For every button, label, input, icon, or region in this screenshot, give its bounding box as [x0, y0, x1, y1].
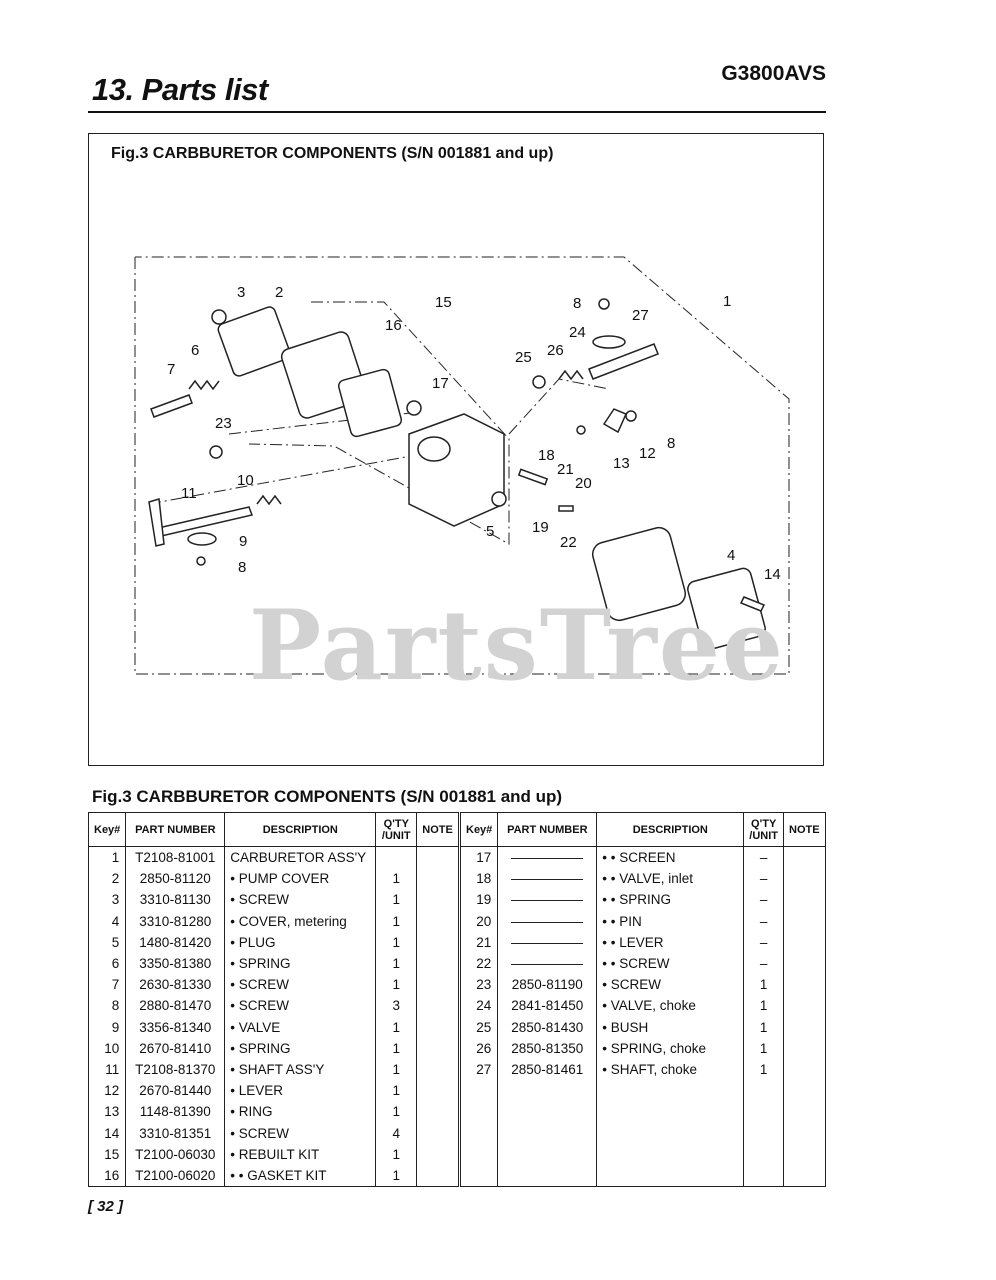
- callout-label: 11: [181, 485, 197, 502]
- description-cell: • • SCREW: [597, 953, 744, 974]
- part-number-cell: [498, 1080, 597, 1101]
- key-cell: [461, 1080, 498, 1101]
- table-caption: Fig.3 CARBBURETOR COMPONENTS (S/N 001881 and up): [92, 787, 563, 806]
- key-cell: [461, 1123, 498, 1144]
- qty-cell: –: [744, 953, 784, 974]
- qty-cell: 1: [376, 953, 417, 974]
- header-key: Key#: [461, 813, 498, 847]
- description-cell: • VALVE: [225, 1017, 376, 1038]
- no-part-number-line: [511, 858, 583, 859]
- watermark-text: PartsTree: [249, 589, 785, 702]
- header-qty: Q'TY /UNIT: [376, 813, 417, 847]
- key-cell: [461, 1101, 498, 1122]
- part-number-cell: [498, 1165, 597, 1187]
- callout-label: 24: [569, 324, 586, 341]
- note-cell: [784, 1080, 826, 1101]
- description-cell: [597, 1101, 744, 1122]
- header-note: NOTE: [784, 813, 826, 847]
- screw-part: [212, 310, 226, 324]
- key-cell: 7: [89, 974, 126, 995]
- part-number-cell: [498, 911, 597, 932]
- part-number-cell: [498, 1123, 597, 1144]
- part-number-cell: 1148-81390: [126, 1101, 225, 1122]
- description-cell: • BUSH: [597, 1017, 744, 1038]
- description-cell: • SPRING: [225, 1038, 376, 1059]
- note-cell: [417, 974, 459, 995]
- note-cell: [784, 911, 826, 932]
- carburetor-body-part: [409, 414, 504, 526]
- callout-label: 3: [237, 284, 246, 301]
- table-row: [89, 932, 459, 953]
- callout-label: 12: [639, 445, 656, 462]
- qty-cell: 4: [376, 1123, 417, 1144]
- description-cell: • COVER, metering: [225, 911, 376, 932]
- part-number-cell: [498, 889, 597, 910]
- note-cell: [417, 1165, 459, 1187]
- part-number-cell: [498, 932, 597, 953]
- part-number-cell: [498, 847, 597, 869]
- key-cell: 20: [461, 911, 498, 932]
- key-cell: 14: [89, 1123, 126, 1144]
- qty-cell: –: [744, 847, 784, 869]
- callout-label: 21: [557, 461, 574, 478]
- table-row: [89, 995, 459, 1016]
- note-cell: [417, 1038, 459, 1059]
- note-cell: [784, 847, 826, 869]
- table-row: [89, 889, 459, 910]
- ring-part: [577, 426, 585, 434]
- part-number-cell: 2670-81410: [126, 1038, 225, 1059]
- note-cell: [784, 1101, 826, 1122]
- title-divider: [88, 111, 826, 113]
- callout-label: 4: [727, 547, 736, 564]
- description-cell: • SPRING, choke: [597, 1038, 744, 1059]
- part-number-cell: T2100-06020: [126, 1165, 225, 1187]
- key-cell: 22: [461, 953, 498, 974]
- key-cell: 3: [89, 889, 126, 910]
- key-cell: 11: [89, 1059, 126, 1080]
- key-cell: 26: [461, 1038, 498, 1059]
- parts-table-right: [460, 812, 826, 1187]
- key-cell: 2: [89, 868, 126, 889]
- key-cell: 1: [89, 847, 126, 869]
- part-number-cell: 2850-81430: [498, 1017, 597, 1038]
- part-number-cell: T2100-06030: [126, 1144, 225, 1165]
- lever-part: [604, 409, 626, 432]
- key-cell: 10: [89, 1038, 126, 1059]
- qty-cell: 1: [376, 889, 417, 910]
- parts-table-left: [88, 812, 459, 1187]
- callout-label: 25: [515, 349, 532, 366]
- table-row: [461, 868, 826, 889]
- valve-part: [188, 533, 216, 545]
- table-row: [461, 974, 826, 995]
- description-cell: • VALVE, choke: [597, 995, 744, 1016]
- table-row: [461, 1144, 826, 1165]
- part-number-cell: 2850-81461: [498, 1059, 597, 1080]
- qty-cell: 1: [744, 995, 784, 1016]
- table-row: [89, 847, 459, 869]
- qty-cell: 1: [376, 1017, 417, 1038]
- callout-label: 18: [538, 447, 555, 464]
- callout-label: 16: [385, 317, 402, 334]
- note-cell: [784, 995, 826, 1016]
- table-row: [461, 932, 826, 953]
- description-cell: • SCREW: [597, 974, 744, 995]
- screw-part: [599, 299, 609, 309]
- note-cell: [784, 1165, 826, 1187]
- lever-part: [149, 499, 164, 546]
- note-cell: [417, 1123, 459, 1144]
- header-description: DESCRIPTION: [597, 813, 744, 847]
- gasket-part: [337, 368, 402, 437]
- qty-cell: –: [744, 889, 784, 910]
- description-cell: • SPRING: [225, 953, 376, 974]
- key-cell: 24: [461, 995, 498, 1016]
- qty-cell: –: [744, 932, 784, 953]
- note-cell: [784, 889, 826, 910]
- note-cell: [417, 1080, 459, 1101]
- note-cell: [784, 1059, 826, 1080]
- no-part-number-line: [511, 922, 583, 923]
- qty-cell: 1: [376, 1144, 417, 1165]
- qty-cell: –: [744, 911, 784, 932]
- screen-part: [407, 401, 421, 415]
- pump-cover-part: [217, 305, 292, 377]
- key-cell: 13: [89, 1101, 126, 1122]
- callout-label: 8: [238, 559, 247, 576]
- key-cell: 21: [461, 932, 498, 953]
- part-number-cell: 3350-81380: [126, 953, 225, 974]
- part-number-cell: 2850-81190: [498, 974, 597, 995]
- description-cell: • • LEVER: [597, 932, 744, 953]
- callout-label: 22: [560, 534, 577, 551]
- note-cell: [784, 974, 826, 995]
- qty-cell: [744, 1165, 784, 1187]
- part-number-cell: T2108-81370: [126, 1059, 225, 1080]
- key-cell: 27: [461, 1059, 498, 1080]
- description-cell: • SCREW: [225, 974, 376, 995]
- pin-part: [559, 506, 573, 511]
- note-cell: [784, 953, 826, 974]
- description-cell: • • SCREEN: [597, 847, 744, 869]
- table-row: [461, 847, 826, 869]
- qty-cell: [744, 1144, 784, 1165]
- description-cell: • REBUILT KIT: [225, 1144, 376, 1165]
- note-cell: [417, 1059, 459, 1080]
- callout-label: 5: [486, 523, 495, 540]
- choke-shaft-part: [589, 344, 658, 379]
- bush-part: [533, 376, 545, 388]
- page-title: 13. Parts list: [92, 72, 268, 107]
- qty-cell: 1: [744, 1059, 784, 1080]
- note-cell: [417, 868, 459, 889]
- part-number-cell: 2670-81440: [126, 1080, 225, 1101]
- no-part-number-line: [511, 900, 583, 901]
- description-cell: • PLUG: [225, 932, 376, 953]
- qty-cell: [744, 1123, 784, 1144]
- description-cell: [597, 1165, 744, 1187]
- part-number-cell: 3310-81130: [126, 889, 225, 910]
- callout-label: 8: [667, 435, 676, 452]
- part-number-cell: 3310-81280: [126, 911, 225, 932]
- description-cell: • SCREW: [225, 995, 376, 1016]
- choke-boundary-line: [509, 379, 609, 434]
- table-row: [461, 1165, 826, 1187]
- model-number: G3800AVS: [721, 62, 826, 85]
- key-cell: 18: [461, 868, 498, 889]
- key-cell: 5: [89, 932, 126, 953]
- screw-part: [626, 411, 636, 421]
- note-cell: [417, 847, 459, 869]
- qty-cell: 1: [376, 911, 417, 932]
- callout-label: 2: [275, 284, 284, 301]
- note-cell: [784, 868, 826, 889]
- key-cell: [461, 1144, 498, 1165]
- screw-part: [210, 446, 222, 458]
- table-row: [89, 1080, 459, 1101]
- screw-part: [151, 395, 192, 417]
- header-part-number: PART NUMBER: [126, 813, 225, 847]
- table-row: [461, 911, 826, 932]
- key-cell: 25: [461, 1017, 498, 1038]
- key-cell: 15: [89, 1144, 126, 1165]
- part-number-cell: T2108-81001: [126, 847, 225, 869]
- note-cell: [784, 1123, 826, 1144]
- qty-cell: 1: [376, 1059, 417, 1080]
- qty-cell: 1: [376, 1165, 417, 1187]
- qty-cell: 1: [744, 974, 784, 995]
- qty-cell: –: [744, 868, 784, 889]
- note-cell: [417, 911, 459, 932]
- note-cell: [417, 1101, 459, 1122]
- part-number-cell: 2880-81470: [126, 995, 225, 1016]
- note-cell: [417, 1017, 459, 1038]
- note-cell: [417, 932, 459, 953]
- header-description: DESCRIPTION: [225, 813, 376, 847]
- part-number-cell: 3310-81351: [126, 1123, 225, 1144]
- part-number-cell: [498, 1144, 597, 1165]
- table-row: [461, 1038, 826, 1059]
- table-row: [461, 953, 826, 974]
- note-cell: [784, 1038, 826, 1059]
- plug-part: [492, 492, 506, 506]
- description-cell: • SHAFT ASS'Y: [225, 1059, 376, 1080]
- carburetor-bore-part: [418, 437, 450, 461]
- description-cell: • SHAFT, choke: [597, 1059, 744, 1080]
- description-cell: • LEVER: [225, 1080, 376, 1101]
- description-cell: [597, 1123, 744, 1144]
- note-cell: [784, 932, 826, 953]
- key-cell: 19: [461, 889, 498, 910]
- part-number-cell: 2630-81330: [126, 974, 225, 995]
- table-row: [461, 1059, 826, 1080]
- key-cell: [461, 1165, 498, 1187]
- part-number-cell: [498, 868, 597, 889]
- key-cell: 4: [89, 911, 126, 932]
- qty-cell: [376, 847, 417, 869]
- part-number-cell: 2850-81350: [498, 1038, 597, 1059]
- callout-label: 20: [575, 475, 592, 492]
- no-part-number-line: [511, 879, 583, 880]
- spring-part: [189, 381, 219, 389]
- no-part-number-line: [511, 943, 583, 944]
- callout-label: 14: [764, 566, 781, 583]
- callout-label: 8: [573, 295, 582, 312]
- part-number-cell: 2841-81450: [498, 995, 597, 1016]
- description-cell: • PUMP COVER: [225, 868, 376, 889]
- qty-cell: [744, 1080, 784, 1101]
- table-row: [461, 1101, 826, 1122]
- note-cell: [417, 995, 459, 1016]
- part-number-cell: 1480-81420: [126, 932, 225, 953]
- header-qty: Q'TY /UNIT: [744, 813, 784, 847]
- qty-cell: [744, 1101, 784, 1122]
- header-key: Key#: [89, 813, 126, 847]
- description-cell: • • VALVE, inlet: [597, 868, 744, 889]
- figure-panel: [88, 133, 824, 766]
- description-cell: [597, 1144, 744, 1165]
- key-cell: 23: [461, 974, 498, 995]
- part-number-cell: 3356-81340: [126, 1017, 225, 1038]
- callout-label: 26: [547, 342, 564, 359]
- callout-label: 19: [532, 519, 549, 536]
- table-row: [461, 995, 826, 1016]
- callout-label: 10: [237, 472, 254, 489]
- header-note: NOTE: [417, 813, 459, 847]
- callout-label: 7: [167, 361, 176, 378]
- table-row: [89, 1059, 459, 1080]
- table-row: [89, 1165, 459, 1187]
- qty-cell: 1: [744, 1038, 784, 1059]
- note-cell: [417, 1144, 459, 1165]
- note-cell: [417, 953, 459, 974]
- table-row: [461, 1123, 826, 1144]
- key-cell: 6: [89, 953, 126, 974]
- qty-cell: 1: [376, 1038, 417, 1059]
- qty-cell: 1: [376, 1101, 417, 1122]
- qty-cell: 3: [376, 995, 417, 1016]
- screw-part: [197, 557, 205, 565]
- description-cell: CARBURETOR ASS'Y: [225, 847, 376, 869]
- description-cell: • RING: [225, 1101, 376, 1122]
- table-row: [89, 1101, 459, 1122]
- key-cell: 9: [89, 1017, 126, 1038]
- page-number: [ 32 ]: [88, 1198, 124, 1215]
- qty-cell: 1: [376, 932, 417, 953]
- qty-cell: 1: [376, 974, 417, 995]
- description-cell: • • GASKET KIT: [225, 1165, 376, 1187]
- callout-label: 23: [215, 415, 232, 432]
- choke-valve-part: [593, 336, 625, 348]
- callout-label: 17: [432, 375, 449, 392]
- key-cell: 8: [89, 995, 126, 1016]
- callout-label: 15: [435, 294, 452, 311]
- part-number-cell: [498, 1101, 597, 1122]
- callout-label: 27: [632, 307, 649, 324]
- figure-caption: Fig.3 CARBBURETOR COMPONENTS (S/N 001881 and up): [111, 145, 554, 162]
- callout-label: 6: [191, 342, 200, 359]
- inlet-valve-part: [519, 469, 547, 484]
- part-number-cell: [498, 953, 597, 974]
- callout-label: 13: [613, 455, 630, 472]
- table-row: [89, 1038, 459, 1059]
- callout-label: 1: [723, 293, 732, 310]
- description-cell: • • PIN: [597, 911, 744, 932]
- note-cell: [417, 889, 459, 910]
- spring-part: [559, 371, 583, 379]
- table-row: [89, 1123, 459, 1144]
- key-cell: 16: [89, 1165, 126, 1187]
- qty-cell: 1: [744, 1017, 784, 1038]
- note-cell: [784, 1017, 826, 1038]
- key-cell: 17: [461, 847, 498, 869]
- qty-cell: 1: [376, 1080, 417, 1101]
- table-row: [89, 1017, 459, 1038]
- table-row: [461, 1017, 826, 1038]
- spring-part: [257, 496, 281, 504]
- table-row: [461, 1080, 826, 1101]
- description-cell: • SCREW: [225, 889, 376, 910]
- header-part-number: PART NUMBER: [498, 813, 597, 847]
- note-cell: [784, 1144, 826, 1165]
- description-cell: [597, 1080, 744, 1101]
- part-number-cell: 2850-81120: [126, 868, 225, 889]
- table-row: [461, 889, 826, 910]
- description-cell: • SCREW: [225, 1123, 376, 1144]
- table-row: [89, 868, 459, 889]
- table-row: [89, 1144, 459, 1165]
- callout-label: 9: [239, 533, 248, 550]
- table-row: [89, 953, 459, 974]
- table-row: [89, 911, 459, 932]
- description-cell: • • SPRING: [597, 889, 744, 910]
- table-row: [89, 974, 459, 995]
- no-part-number-line: [511, 964, 583, 965]
- qty-cell: 1: [376, 868, 417, 889]
- key-cell: 12: [89, 1080, 126, 1101]
